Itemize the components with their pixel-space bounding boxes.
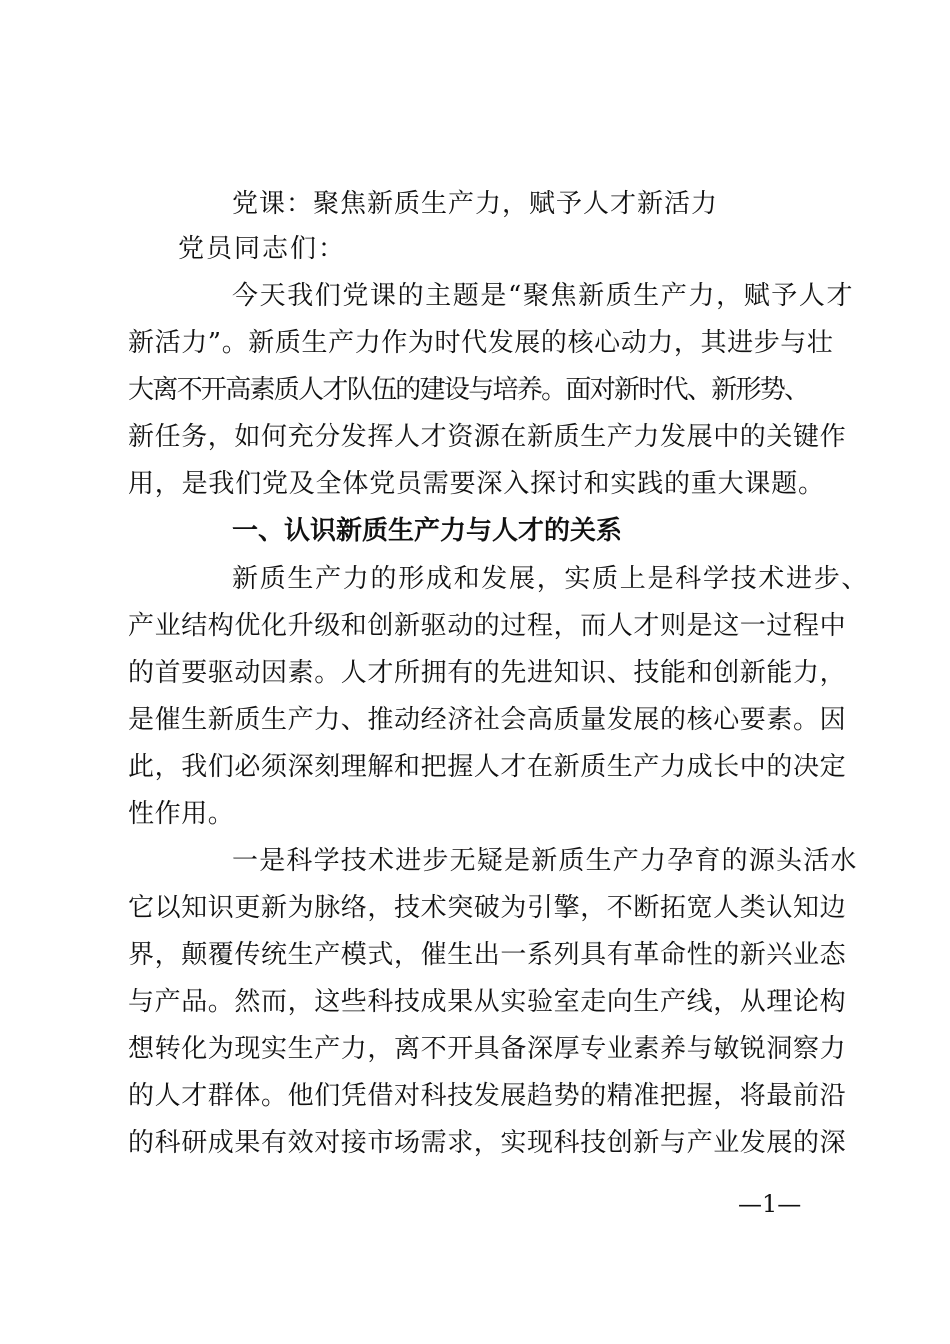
section-1-p2-line-1: 一是科学技术进步无疑是新质生产力孕育的源头活水 bbox=[232, 846, 858, 876]
section-1-p1-line-4: 是催生新质生产力、推动经济社会高质量发展的核心要素。因 bbox=[128, 705, 847, 735]
section-1-p2-line-3: 界，颠覆传统生产模式，催生出一系列具有革命性的新兴业态 bbox=[128, 940, 847, 970]
greeting: 党员同志们： bbox=[178, 234, 347, 264]
document-title: 党课：聚焦新质生产力，赋予人才新活力 bbox=[231, 189, 718, 219]
intro-line-3: 大离不开高素质人才队伍的建设与培养。面对新时代、新形势、 bbox=[128, 375, 809, 405]
section-1-p1-line-6: 性作用。 bbox=[128, 799, 235, 829]
section-1-p2-line-5: 想转化为现实生产力，离不开具备深厚专业素养与敏锐洞察力 bbox=[128, 1034, 847, 1064]
section-1-p1-line-2: 产业结构优化升级和创新驱动的过程，而人才则是这一过程中 bbox=[128, 611, 847, 641]
intro-line-5: 用，是我们党及全体党员需要深入探讨和实践的重大课题。 bbox=[128, 469, 825, 499]
section-1-heading: 一、认识新质生产力与人才的关系 bbox=[232, 516, 623, 546]
page-number: —1— bbox=[738, 1190, 802, 1218]
section-1-p2-line-4: 与产品。然而，这些科技成果从实验室走向生产线，从理论构 bbox=[128, 987, 847, 1017]
intro-line-2: 新活力”。新质生产力作为时代发展的核心动力，其进步与壮 bbox=[128, 328, 834, 358]
section-1-p2-line-2: 它以知识更新为脉络，技术突破为引擎，不断拓宽人类认知边 bbox=[128, 893, 847, 923]
intro-line-4: 新任务，如何充分发挥人才资源在新质生产力发展中的关键作 bbox=[128, 422, 847, 452]
intro-line-1: 今天我们党课的主题是“聚焦新质生产力，赋予人才 bbox=[232, 281, 855, 311]
section-1-p2-line-7: 的科研成果有效对接市场需求，实现科技创新与产业发展的深 bbox=[128, 1128, 847, 1158]
section-1-p1-line-1: 新质生产力的形成和发展，实质上是科学技术进步、 bbox=[232, 564, 870, 594]
section-1-p1-line-5: 此，我们必须深刻理解和把握人才在新质生产力成长中的决定 bbox=[128, 752, 847, 782]
section-1-p2-line-6: 的人才群体。他们凭借对科技发展趋势的精准把握，将最前沿 bbox=[128, 1081, 847, 1111]
section-1-p1-line-3: 的首要驱动因素。人才所拥有的先进知识、技能和创新能力， bbox=[128, 658, 847, 688]
